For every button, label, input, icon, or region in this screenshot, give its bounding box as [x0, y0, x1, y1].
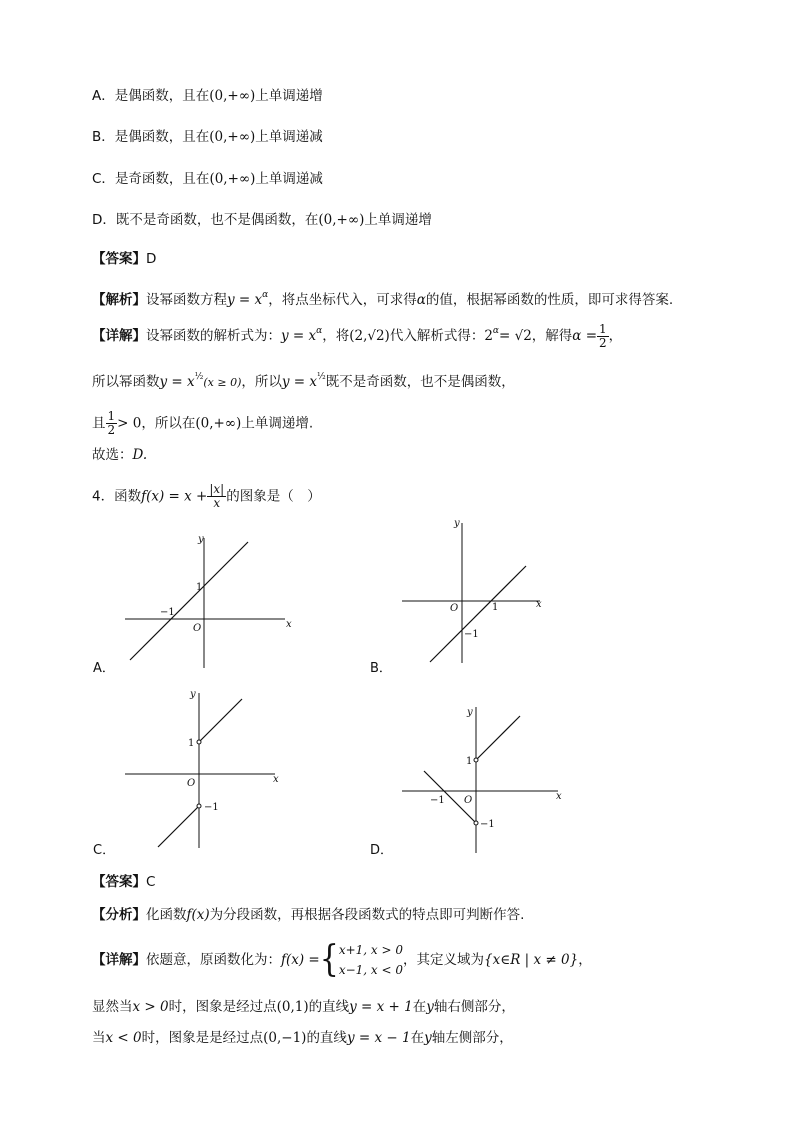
graph-c-left-branch — [158, 806, 199, 847]
q4-analysis: 【分析】化函数f(x)为分段函数，再根据各段函数式的特点即可判断作答. — [92, 907, 525, 923]
q4-answer: 【答案】C — [92, 874, 156, 890]
graph-d-tick-1: 1 — [466, 756, 473, 767]
graph-b-tick-1: 1 — [492, 602, 499, 613]
option-b-label: B． — [92, 129, 115, 145]
q3-answer: 【答案】D — [92, 251, 157, 267]
graph-d-tick-neg1: −1 — [430, 795, 445, 806]
graph-c — [120, 685, 290, 850]
option-d-label: D． — [92, 212, 116, 228]
graph-c-label: C． — [93, 843, 116, 858]
graph-a — [120, 530, 300, 670]
graph-a-line — [130, 542, 248, 660]
graph-a-tick-1: 1 — [196, 582, 203, 593]
graph-c-open-point-top — [197, 740, 201, 744]
graph-b-y-label: y — [454, 518, 460, 529]
piecewise-cases: x+1, x > 0 x−1, x < 0 — [338, 943, 404, 977]
graph-a-tick-neg1: −1 — [160, 607, 175, 618]
graph-d-right-branch — [476, 716, 520, 760]
fraction-half: $\frac{1}{2}$ — [599, 321, 607, 350]
fraction-half-2: $\frac{1}{2}$ — [107, 409, 116, 437]
graph-c-y-label: y — [190, 689, 196, 700]
graph-c-tick-neg1: −1 — [204, 802, 219, 813]
graph-d-open-point-top — [474, 758, 478, 762]
graph-d — [400, 705, 570, 855]
option-c-label: C． — [92, 171, 115, 187]
graph-d-tick-neg1-y: −1 — [480, 819, 495, 830]
graph-a-origin-label: O — [193, 623, 202, 634]
q3-detail: 【详解】设幂函数的解析式为：$y = x^\alpha$，将(2,√2)代入解析式得：$2^\alpha= √2$，解得α = $\frac{1}{2}$ ， — [92, 321, 623, 350]
q3-line3: 且 $\frac{1}{2}$ > 0，所以在(0,+∞)上单调递增. — [92, 409, 314, 437]
graph-d-y-label: y — [467, 707, 473, 718]
q3-line2: 所以幂函数$y = x^{\frac{1}{2}}(x \ge 0)$，所以$y = x^{\frac{1}{2}}$既不是奇函数，也不是偶函数， — [92, 372, 515, 390]
graph-c-x-label: x — [273, 774, 279, 785]
graph-b — [400, 515, 560, 665]
graph-c-tick-1: 1 — [188, 738, 195, 749]
graph-d-label: D． — [370, 843, 394, 858]
graph-a-label: A． — [93, 661, 115, 676]
q4-line3: 当x < 0时，图象是是经过点(0,−1)的直线y = x − 1在y轴左侧部分， — [92, 1030, 513, 1046]
graph-b-origin-label: O — [450, 603, 459, 614]
option-d: D．既不是奇函数，也不是偶函数，在(0,+∞)上单调递增 — [92, 212, 432, 228]
graph-b-x-label: x — [536, 599, 542, 610]
fraction-abs-x-over-x: $\frac{|x|}{x}$ — [209, 482, 225, 510]
graph-c-origin-label: O — [187, 778, 196, 789]
option-a-label: A． — [92, 88, 115, 104]
graph-d-open-point-bottom — [474, 821, 478, 825]
graph-d-x-label: x — [556, 791, 562, 802]
option-c: C．是奇函数，且在(0,+∞)上单调递减 — [92, 171, 323, 187]
graph-c-open-point-bottom — [197, 804, 201, 808]
graph-b-label: B． — [370, 661, 392, 676]
q4-detail: 【详解】依题意，原函数化为：f(x) ={ x+1, x > 0 x−1, x < 0 ，其定义域为{x∈R | x ≠ 0}， — [92, 940, 592, 980]
graph-a-x-label: x — [286, 619, 292, 630]
q3-choose: 故选：D. — [92, 447, 148, 463]
graph-c-right-branch — [199, 699, 242, 742]
graph-d-origin-label: O — [464, 795, 473, 806]
q4-stem: 4．函数f(x) = x + $\frac{|x|}{x}$ 的图象是（ ） — [92, 482, 321, 510]
option-a: A．是偶函数，且在(0,+∞)上单调递增 — [92, 88, 323, 104]
graph-b-tick-neg1: −1 — [464, 629, 479, 640]
option-b: B．是偶函数，且在(0,+∞)上单调递减 — [92, 129, 323, 145]
graph-b-line — [430, 566, 526, 662]
piecewise-brace: { — [319, 938, 339, 981]
graph-a-y-label: y — [198, 534, 204, 545]
q3-analysis: 【解析】设幂函数方程$y = x^\alpha$，将点坐标代入，可求得α的值，根据幂函数的性质，即可求得答案. — [92, 290, 674, 308]
q4-line2: 显然当x > 0时，图象是经过点(0,1)的直线y = x + 1在y轴右侧部分， — [92, 999, 515, 1015]
